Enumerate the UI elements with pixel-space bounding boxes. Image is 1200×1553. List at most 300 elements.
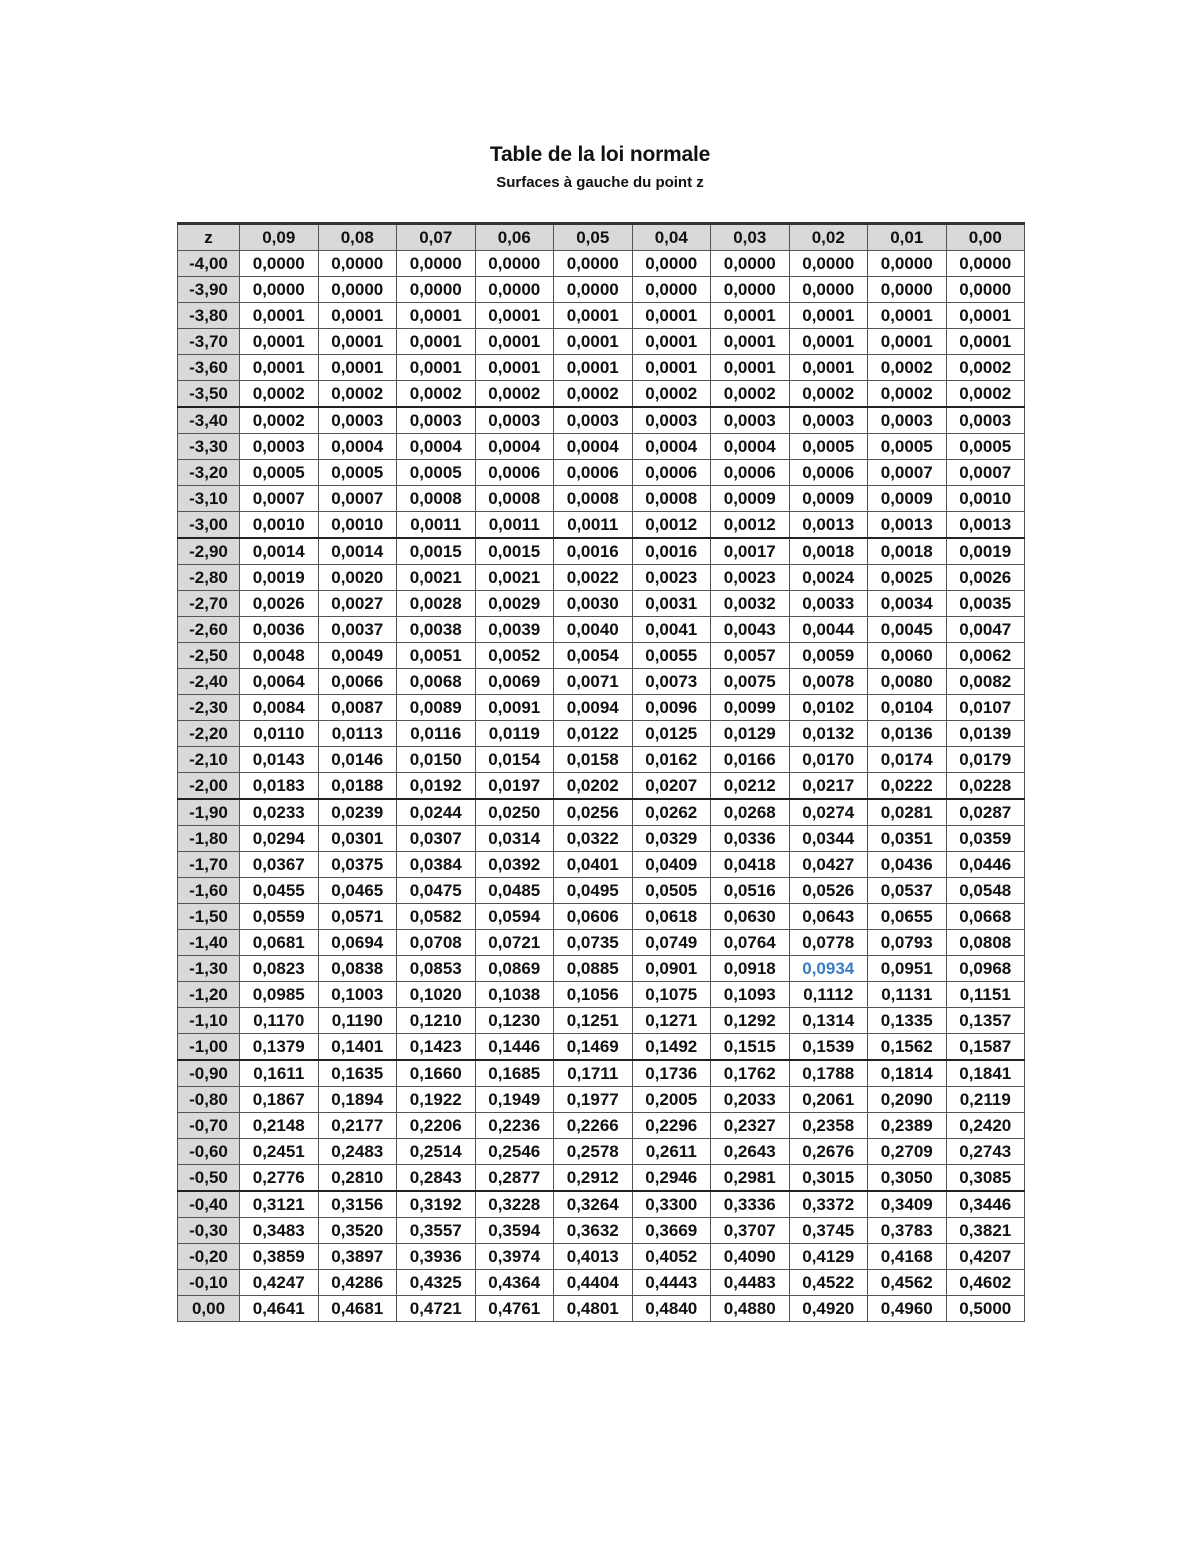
probability-cell: 0,0537 [868, 878, 947, 904]
probability-cell: 0,2546 [475, 1139, 554, 1165]
probability-cell: 0,0003 [554, 407, 633, 434]
probability-cell: 0,0643 [789, 904, 868, 930]
probability-cell: 0,0002 [868, 381, 947, 408]
probability-cell: 0,1151 [946, 982, 1025, 1008]
probability-cell: 0,0000 [946, 251, 1025, 277]
probability-cell: 0,2296 [632, 1113, 711, 1139]
z-value-cell: -1,00 [178, 1034, 240, 1061]
probability-cell: 0,1814 [868, 1060, 947, 1087]
probability-cell: 0,0793 [868, 930, 947, 956]
probability-cell: 0,2810 [318, 1165, 397, 1192]
probability-cell: 0,0080 [868, 669, 947, 695]
probability-cell: 0,0025 [868, 565, 947, 591]
probability-cell: 0,0001 [475, 329, 554, 355]
probability-cell: 0,2709 [868, 1139, 947, 1165]
probability-cell: 0,0000 [318, 251, 397, 277]
probability-cell: 0,0007 [868, 460, 947, 486]
z-value-cell: -0,10 [178, 1270, 240, 1296]
probability-cell: 0,0179 [946, 747, 1025, 773]
z-value-cell: -3,40 [178, 407, 240, 434]
probability-cell: 0,0099 [711, 695, 790, 721]
probability-cell: 0,0174 [868, 747, 947, 773]
probability-cell: 0,0375 [318, 852, 397, 878]
probability-cell: 0,0001 [789, 329, 868, 355]
probability-cell: 0,0233 [240, 799, 319, 826]
probability-cell: 0,0548 [946, 878, 1025, 904]
probability-cell: 0,0008 [632, 486, 711, 512]
probability-cell: 0,0000 [240, 277, 319, 303]
table-row [178, 486, 1025, 512]
probability-cell: 0,0516 [711, 878, 790, 904]
probability-cell: 0,0068 [397, 669, 476, 695]
probability-cell: 0,0029 [475, 591, 554, 617]
probability-cell: 0,0007 [240, 486, 319, 512]
probability-cell: 0,1020 [397, 982, 476, 1008]
probability-cell: 0,0287 [946, 799, 1025, 826]
header-row [178, 224, 1025, 251]
probability-cell: 0,1635 [318, 1060, 397, 1087]
probability-cell: 0,0681 [240, 930, 319, 956]
probability-cell: 0,3192 [397, 1191, 476, 1218]
probability-cell: 0,0000 [868, 251, 947, 277]
probability-cell: 0,1210 [397, 1008, 476, 1034]
probability-cell: 0,2090 [868, 1087, 947, 1113]
probability-cell: 0,0003 [397, 407, 476, 434]
z-value-cell: -1,30 [178, 956, 240, 982]
probability-cell: 0,0735 [554, 930, 633, 956]
probability-cell: 0,0043 [711, 617, 790, 643]
probability-cell: 0,0037 [318, 617, 397, 643]
probability-cell: 0,1977 [554, 1087, 633, 1113]
probability-cell: 0,0064 [240, 669, 319, 695]
probability-cell: 0,0571 [318, 904, 397, 930]
probability-cell: 0,0010 [946, 486, 1025, 512]
probability-cell: 0,0000 [554, 251, 633, 277]
probability-cell: 0,0001 [946, 329, 1025, 355]
probability-cell: 0,4801 [554, 1296, 633, 1322]
table-row [178, 381, 1025, 408]
probability-cell: 0,3121 [240, 1191, 319, 1218]
probability-cell: 0,0351 [868, 826, 947, 852]
probability-cell: 0,0087 [318, 695, 397, 721]
probability-cell: 0,0000 [711, 251, 790, 277]
header-cell: 0,08 [318, 224, 397, 251]
probability-cell: 0,0005 [868, 434, 947, 460]
header-cell: 0,05 [554, 224, 633, 251]
probability-cell: 0,0455 [240, 878, 319, 904]
probability-cell: 0,0008 [397, 486, 476, 512]
z-value-cell: -0,90 [178, 1060, 240, 1087]
probability-cell: 0,3669 [632, 1218, 711, 1244]
probability-cell: 0,1949 [475, 1087, 554, 1113]
probability-cell: 0,0778 [789, 930, 868, 956]
probability-cell: 0,0694 [318, 930, 397, 956]
table-row [178, 930, 1025, 956]
header-cell: 0,06 [475, 224, 554, 251]
probability-cell: 0,3594 [475, 1218, 554, 1244]
probability-cell: 0,0000 [711, 277, 790, 303]
probability-cell: 0,0002 [946, 355, 1025, 381]
z-value-cell: -2,20 [178, 721, 240, 747]
probability-cell: 0,0001 [711, 355, 790, 381]
probability-cell: 0,1292 [711, 1008, 790, 1034]
probability-cell: 0,0019 [946, 538, 1025, 565]
z-value-cell: -2,90 [178, 538, 240, 565]
probability-cell: 0,0436 [868, 852, 947, 878]
probability-cell: 0,4641 [240, 1296, 319, 1322]
table-row [178, 512, 1025, 539]
probability-cell: 0,4721 [397, 1296, 476, 1322]
probability-cell: 0,0002 [632, 381, 711, 408]
probability-cell: 0,0004 [318, 434, 397, 460]
probability-cell: 0,0001 [397, 303, 476, 329]
probability-cell: 0,0001 [475, 303, 554, 329]
z-value-cell: -3,60 [178, 355, 240, 381]
probability-cell: 0,1762 [711, 1060, 790, 1087]
table-row [178, 773, 1025, 800]
probability-cell: 0,1788 [789, 1060, 868, 1087]
z-value-cell: -1,50 [178, 904, 240, 930]
probability-cell: 0,0004 [475, 434, 554, 460]
table-row [178, 956, 1025, 982]
probability-cell: 0,0885 [554, 956, 633, 982]
probability-cell: 0,1056 [554, 982, 633, 1008]
probability-cell: 0,0014 [318, 538, 397, 565]
probability-cell: 0,0004 [397, 434, 476, 460]
probability-cell: 0,0000 [632, 277, 711, 303]
probability-cell: 0,0023 [632, 565, 711, 591]
probability-cell: 0,4286 [318, 1270, 397, 1296]
probability-cell: 0,2483 [318, 1139, 397, 1165]
probability-cell: 0,0066 [318, 669, 397, 695]
probability-cell: 0,2514 [397, 1139, 476, 1165]
probability-cell: 0,2643 [711, 1139, 790, 1165]
probability-cell: 0,0012 [711, 512, 790, 539]
z-value-cell: -2,10 [178, 747, 240, 773]
table-row [178, 852, 1025, 878]
probability-cell: 0,1038 [475, 982, 554, 1008]
header-cell: 0,07 [397, 224, 476, 251]
header-cell: 0,00 [946, 224, 1025, 251]
probability-cell: 0,0006 [632, 460, 711, 486]
z-value-cell: -3,00 [178, 512, 240, 539]
probability-cell: 0,4443 [632, 1270, 711, 1296]
probability-cell: 0,2389 [868, 1113, 947, 1139]
probability-cell: 0,0158 [554, 747, 633, 773]
probability-cell: 0,0071 [554, 669, 633, 695]
z-value-cell: -4,00 [178, 251, 240, 277]
probability-cell: 0,3745 [789, 1218, 868, 1244]
probability-cell: 0,2358 [789, 1113, 868, 1139]
probability-cell: 0,4920 [789, 1296, 868, 1322]
probability-cell: 0,0007 [318, 486, 397, 512]
probability-cell: 0,0062 [946, 643, 1025, 669]
probability-cell: 0,2148 [240, 1113, 319, 1139]
z-value-cell: -3,20 [178, 460, 240, 486]
header-cell: 0,03 [711, 224, 790, 251]
probability-cell: 0,1251 [554, 1008, 633, 1034]
probability-cell: 0,0031 [632, 591, 711, 617]
probability-cell: 0,1539 [789, 1034, 868, 1061]
z-value-cell: -0,20 [178, 1244, 240, 1270]
probability-cell: 0,2981 [711, 1165, 790, 1192]
probability-cell: 0,2912 [554, 1165, 633, 1192]
probability-cell: 0,0023 [711, 565, 790, 591]
probability-cell: 0,0000 [946, 277, 1025, 303]
probability-cell: 0,0409 [632, 852, 711, 878]
probability-cell: 0,0011 [397, 512, 476, 539]
probability-cell: 0,2236 [475, 1113, 554, 1139]
table-row [178, 721, 1025, 747]
probability-cell: 0,3557 [397, 1218, 476, 1244]
probability-cell: 0,0505 [632, 878, 711, 904]
probability-cell: 0,0594 [475, 904, 554, 930]
probability-cell: 0,2206 [397, 1113, 476, 1139]
probability-cell: 0,1515 [711, 1034, 790, 1061]
probability-cell: 0,0030 [554, 591, 633, 617]
probability-cell: 0,0853 [397, 956, 476, 982]
header-cell: 0,01 [868, 224, 947, 251]
probability-cell: 0,0000 [397, 277, 476, 303]
probability-cell: 0,0808 [946, 930, 1025, 956]
probability-cell: 0,1314 [789, 1008, 868, 1034]
probability-cell: 0,0003 [475, 407, 554, 434]
probability-cell: 0,0006 [475, 460, 554, 486]
probability-cell: 0,0150 [397, 747, 476, 773]
z-value-cell: -2,50 [178, 643, 240, 669]
probability-cell: 0,0256 [554, 799, 633, 826]
probability-cell: 0,3783 [868, 1218, 947, 1244]
probability-cell: 0,0049 [318, 643, 397, 669]
probability-cell: 0,0239 [318, 799, 397, 826]
z-value-cell: -1,90 [178, 799, 240, 826]
z-value-cell: -1,40 [178, 930, 240, 956]
probability-cell: 0,0006 [554, 460, 633, 486]
probability-cell: 0,3859 [240, 1244, 319, 1270]
probability-cell: 0,3632 [554, 1218, 633, 1244]
z-value-cell: -3,10 [178, 486, 240, 512]
probability-cell: 0,0048 [240, 643, 319, 669]
probability-cell: 0,0001 [554, 329, 633, 355]
z-value-cell: -2,70 [178, 591, 240, 617]
probability-cell: 0,4880 [711, 1296, 790, 1322]
probability-cell: 0,0384 [397, 852, 476, 878]
probability-cell: 0,0015 [475, 538, 554, 565]
probability-cell: 0,0034 [868, 591, 947, 617]
table-row [178, 1034, 1025, 1061]
probability-cell: 0,4129 [789, 1244, 868, 1270]
probability-cell: 0,0244 [397, 799, 476, 826]
probability-cell: 0,0301 [318, 826, 397, 852]
probability-cell: 0,3897 [318, 1244, 397, 1270]
probability-cell: 0,0465 [318, 878, 397, 904]
probability-cell: 0,3015 [789, 1165, 868, 1192]
probability-cell: 0,0281 [868, 799, 947, 826]
probability-cell: 0,4681 [318, 1296, 397, 1322]
table-row [178, 460, 1025, 486]
probability-cell: 0,0000 [397, 251, 476, 277]
probability-cell: 0,0059 [789, 643, 868, 669]
z-value-cell: -3,90 [178, 277, 240, 303]
probability-cell: 0,0116 [397, 721, 476, 747]
probability-cell: 0,0154 [475, 747, 554, 773]
probability-cell: 0,0823 [240, 956, 319, 982]
probability-cell: 0,0000 [240, 251, 319, 277]
probability-cell: 0,0018 [868, 538, 947, 565]
probability-cell: 0,0002 [711, 381, 790, 408]
z-value-cell: -2,30 [178, 695, 240, 721]
table-row [178, 1296, 1025, 1322]
probability-cell: 0,1841 [946, 1060, 1025, 1087]
probability-cell: 0,0143 [240, 747, 319, 773]
table-row [178, 1244, 1025, 1270]
probability-cell: 0,2033 [711, 1087, 790, 1113]
probability-cell: 0,0008 [554, 486, 633, 512]
probability-cell: 0,0002 [946, 381, 1025, 408]
probability-cell: 0,0606 [554, 904, 633, 930]
probability-cell: 0,0009 [868, 486, 947, 512]
probability-cell: 0,0016 [632, 538, 711, 565]
probability-cell: 0,0125 [632, 721, 711, 747]
probability-cell: 0,1562 [868, 1034, 947, 1061]
probability-cell: 0,0002 [240, 407, 319, 434]
probability-cell: 0,0000 [632, 251, 711, 277]
probability-cell: 0,0485 [475, 878, 554, 904]
probability-cell: 0,0073 [632, 669, 711, 695]
probability-cell: 0,0000 [868, 277, 947, 303]
probability-cell: 0,0045 [868, 617, 947, 643]
probability-cell: 0,0401 [554, 852, 633, 878]
probability-cell: 0,0392 [475, 852, 554, 878]
probability-cell: 0,0113 [318, 721, 397, 747]
probability-cell: 0,0001 [318, 355, 397, 381]
probability-cell: 0,0005 [946, 434, 1025, 460]
probability-cell: 0,0084 [240, 695, 319, 721]
table-row [178, 1218, 1025, 1244]
probability-cell: 0,0004 [711, 434, 790, 460]
probability-cell: 0,0001 [711, 329, 790, 355]
probability-cell: 0,4325 [397, 1270, 476, 1296]
header-cell: 0,04 [632, 224, 711, 251]
table-row [178, 904, 1025, 930]
z-value-cell: -3,50 [178, 381, 240, 408]
table-row [178, 1191, 1025, 1218]
table-row [178, 747, 1025, 773]
probability-cell: 0,0968 [946, 956, 1025, 982]
probability-cell: 0,4960 [868, 1296, 947, 1322]
z-value-cell: -2,40 [178, 669, 240, 695]
probability-cell: 0,0764 [711, 930, 790, 956]
probability-cell: 0,0041 [632, 617, 711, 643]
probability-cell: 0,0367 [240, 852, 319, 878]
probability-cell: 0,1379 [240, 1034, 319, 1061]
table-row [178, 1087, 1025, 1113]
probability-cell: 0,3156 [318, 1191, 397, 1218]
probability-cell: 0,0001 [789, 303, 868, 329]
probability-cell: 0,1446 [475, 1034, 554, 1061]
probability-cell: 0,0002 [789, 381, 868, 408]
probability-cell: 0,0618 [632, 904, 711, 930]
z-value-cell: -2,00 [178, 773, 240, 800]
probability-cell: 0,0294 [240, 826, 319, 852]
table-row [178, 1060, 1025, 1087]
probability-cell: 0,0107 [946, 695, 1025, 721]
probability-cell: 0,0052 [475, 643, 554, 669]
probability-cell: 0,0021 [475, 565, 554, 591]
probability-cell: 0,0054 [554, 643, 633, 669]
probability-cell: 0,0001 [475, 355, 554, 381]
probability-cell: 0,1587 [946, 1034, 1025, 1061]
probability-cell: 0,2005 [632, 1087, 711, 1113]
z-value-cell: -1,10 [178, 1008, 240, 1034]
probability-cell: 0,0322 [554, 826, 633, 852]
probability-cell: 0,0869 [475, 956, 554, 982]
probability-cell: 0,0003 [868, 407, 947, 434]
probability-cell: 0,0336 [711, 826, 790, 852]
probability-cell: 0,0526 [789, 878, 868, 904]
probability-cell: 0,0559 [240, 904, 319, 930]
probability-cell: 0,2676 [789, 1139, 868, 1165]
probability-cell: 0,0010 [240, 512, 319, 539]
probability-cell: 0,0026 [240, 591, 319, 617]
probability-cell: 0,0005 [397, 460, 476, 486]
table-row [178, 1165, 1025, 1192]
page-subtitle: Surfaces à gauche du point z [496, 174, 704, 191]
probability-cell: 0,0427 [789, 852, 868, 878]
probability-cell: 0,3974 [475, 1244, 554, 1270]
probability-cell: 0,0013 [946, 512, 1025, 539]
probability-cell: 0,1492 [632, 1034, 711, 1061]
probability-cell: 0,3085 [946, 1165, 1025, 1192]
z-value-cell: -0,40 [178, 1191, 240, 1218]
probability-cell: 0,0003 [632, 407, 711, 434]
probability-cell: 0,3707 [711, 1218, 790, 1244]
probability-cell: 0,3264 [554, 1191, 633, 1218]
probability-cell: 0,0003 [789, 407, 868, 434]
probability-cell: 0,0721 [475, 930, 554, 956]
probability-cell: 0,2451 [240, 1139, 319, 1165]
probability-cell: 0,3050 [868, 1165, 947, 1192]
probability-cell: 0,2061 [789, 1087, 868, 1113]
probability-cell: 0,0129 [711, 721, 790, 747]
probability-cell: 0,2177 [318, 1113, 397, 1139]
probability-cell: 0,0027 [318, 591, 397, 617]
probability-cell: 0,5000 [946, 1296, 1025, 1322]
probability-cell: 0,1685 [475, 1060, 554, 1087]
probability-cell: 0,1093 [711, 982, 790, 1008]
probability-cell: 0,0262 [632, 799, 711, 826]
z-value-cell: -0,70 [178, 1113, 240, 1139]
probability-cell: 0,0094 [554, 695, 633, 721]
table-row [178, 591, 1025, 617]
probability-cell: 0,0001 [554, 303, 633, 329]
probability-cell: 0,1401 [318, 1034, 397, 1061]
probability-cell: 0,1112 [789, 982, 868, 1008]
probability-cell: 0,0075 [711, 669, 790, 695]
probability-cell: 0,0013 [868, 512, 947, 539]
probability-cell: 0,0003 [946, 407, 1025, 434]
probability-cell: 0,0040 [554, 617, 633, 643]
probability-cell: 0,0132 [789, 721, 868, 747]
probability-cell: 0,0013 [789, 512, 868, 539]
probability-cell: 0,1335 [868, 1008, 947, 1034]
probability-cell: 0,1271 [632, 1008, 711, 1034]
probability-cell: 0,0475 [397, 878, 476, 904]
table-row [178, 1139, 1025, 1165]
probability-cell: 0,0096 [632, 695, 711, 721]
probability-cell: 0,4840 [632, 1296, 711, 1322]
probability-cell: 0,0008 [475, 486, 554, 512]
